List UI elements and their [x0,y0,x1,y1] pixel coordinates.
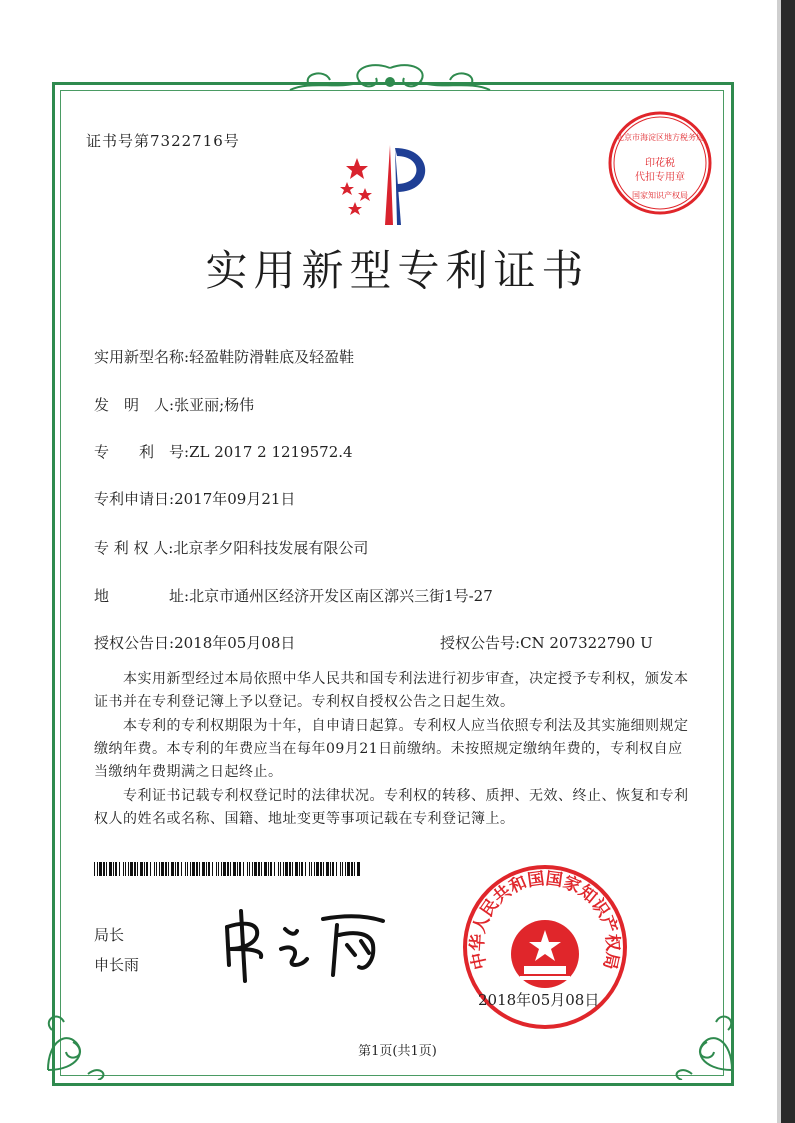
barcode-bar [221,862,222,876]
barcode-bar [237,862,238,876]
page-footer: 第1页(共1页) [358,1044,437,1059]
barcode-bar [233,862,236,876]
field-label: 专 利 权 人: [94,539,174,557]
barcode-bar [230,862,231,876]
field-inventor [94,394,254,415]
svg-text:印花税: 印花税 [645,158,675,169]
svg-text:国家知识产权局: 国家知识产权局 [632,191,688,200]
field-patent-number [94,441,353,462]
field-grant-date [94,632,295,653]
barcode-bar [185,862,186,876]
handwritten-signature-icon [215,905,405,985]
barcode-bar [332,862,334,876]
barcode-bar [345,862,346,876]
barcode-bar [247,862,248,876]
barcode-bar [223,862,226,876]
barcode-bar [168,862,169,876]
barcode-bar [295,862,298,876]
field-value: 2017年09月21日 [174,490,296,508]
barcode-bar [206,862,207,876]
barcode-bar [144,862,145,876]
barcode-bar [305,862,306,876]
corner-ornament-bottom-right-icon [662,990,742,1080]
barcode-bar [227,862,229,876]
svg-text:中华人民共和国国家知识产权局: 中华人民共和国国家知识产权局 [467,868,623,972]
barcode-bar [239,862,241,876]
barcode-bar [97,862,98,876]
field-label: 实用新型名称: [94,348,190,366]
barcode-bar [156,862,157,876]
barcode-bar [181,862,182,876]
barcode-bar [268,862,269,876]
barcode-bar [192,862,195,876]
paragraph-term-and-fees: 本专利的专利权期限为十年，自申请日起算。专利权人应当依照专利法及其实施细则规定缴纳年费。本专利的年费应当在每年09月21日前缴纳。未按照规定缴纳年费的，专利权自应当缴纳年费期满之日起终止。 [94,718,689,780]
signatory-name: 申长雨 [94,956,140,974]
barcode-bar [125,862,126,876]
field-value: 轻盈鞋防滑鞋底及轻盈鞋 [189,348,355,366]
field-label: 授权公告日: [94,634,175,652]
barcode-bar [212,862,213,876]
certificate-title: 实用新型专利证书 [205,246,590,295]
barcode-bar [274,862,275,876]
barcode-bar [283,862,284,876]
svg-text:北京市海淀区地方税务局: 北京市海淀区地方税务局 [616,133,704,142]
barcode-bar [216,862,217,876]
barcode-bar [351,862,353,876]
field-grant-number [440,632,653,653]
field-label: 专 利 号: [94,443,190,461]
field-label: 授权公告号: [440,634,521,652]
barcode-bar [270,862,272,876]
barcode-bar [309,862,310,876]
barcode-bar [130,862,133,876]
patent-office-emblem-icon [335,140,445,230]
barcode-bar [187,862,188,876]
barcode-bar [218,862,219,876]
barcode-bar [299,862,300,876]
barcode-bar [357,862,360,876]
barcode-bar [280,862,281,876]
barcode-bar [134,862,136,876]
barcode-bar [320,862,322,876]
barcode-bar [113,862,114,876]
barcode-bar [254,862,257,876]
barcode-bar [150,862,151,876]
barcode-bar [289,862,291,876]
barcode-bar [202,862,205,876]
field-value: 北京孝夕阳科技发展有限公司 [173,539,369,557]
barcode-bar [336,862,337,876]
barcode-bar [123,862,124,876]
barcode-bar [119,862,120,876]
barcode-icon [94,862,360,876]
field-patentee [94,537,368,558]
barcode-bar [285,862,288,876]
barcode-bar [278,862,279,876]
barcode-bar [258,862,260,876]
field-label: 发 明 人: [94,396,175,414]
barcode-bar [171,862,174,876]
barcode-bar [196,862,198,876]
barcode-bar [154,862,155,876]
barcode-bar [199,862,200,876]
barcode-bar [311,862,312,876]
barcode-bar [137,862,138,876]
barcode-bar [106,862,107,876]
field-filing-date [94,488,295,509]
field-label: 地 址: [94,587,190,605]
barcode-bar [354,862,355,876]
barcode-bar [347,862,350,876]
scan-edge-highlight [777,0,781,1123]
barcode-bar [243,862,244,876]
barcode-bar [301,862,303,876]
paragraph-legal-status: 专利证书记载专利权登记时的法律状况。专利权的转移、质押、无效、终止、恢复和专利权人的姓名或名称、国籍、地址变更等事项记载在专利登记簿上。 [94,788,689,827]
barcode-bar [161,862,164,876]
field-value: 2018年05月08日 [174,634,296,652]
barcode-bar [208,862,210,876]
barcode-bar [146,862,148,876]
field-utility-model-name [94,346,354,367]
barcode-bar [292,862,293,876]
seal-date: 2018年05月08日 [478,991,600,1009]
corner-ornament-bottom-left-icon [38,990,118,1080]
paragraph-grant-decision: 本实用新型经过本局依照中华人民共和国专利法进行初步审查，决定授予专利权，颁发本证书并在专利登记簿上予以登记。专利权自授权公告之日起生效。 [94,671,689,710]
field-value: ZL 2017 2 1219572.4 [189,443,353,461]
barcode-bar [249,862,250,876]
barcode-bar [94,862,95,876]
barcode-bar [340,862,341,876]
barcode-bar [140,862,143,876]
barcode-bar [190,862,191,876]
field-value: CN 207322790 U [520,634,653,652]
tax-stamp-seal-icon [605,108,715,218]
scan-edge [781,0,795,1123]
barcode-bar [177,862,179,876]
barcode-bar [165,862,167,876]
signatory-title: 局长 [94,926,125,944]
barcode-bar [115,862,117,876]
barcode-bar [128,862,129,876]
barcode-bar [109,862,112,876]
barcode-bar [342,862,343,876]
barcode-bar [326,862,329,876]
field-value: 北京市通州区经济开发区南区漷兴三街1号-27 [189,587,493,605]
field-address [94,585,493,606]
barcode-bar [316,862,319,876]
barcode-bar [103,862,105,876]
svg-text:代扣专用章: 代扣专用章 [635,172,685,183]
barcode-bar [99,862,102,876]
field-label: 专利申请日: [94,490,175,508]
barcode-bar [159,862,160,876]
barcode-bar [314,862,315,876]
certificate-number: 证书号第7322716号 [86,132,240,150]
top-ornament-icon [270,60,510,110]
barcode-bar [330,862,331,876]
barcode-bar [175,862,176,876]
barcode-bar [264,862,267,876]
barcode-bar [261,862,262,876]
barcode-bar [323,862,324,876]
barcode-bar [252,862,253,876]
field-value: 张亚丽;杨伟 [174,396,255,414]
